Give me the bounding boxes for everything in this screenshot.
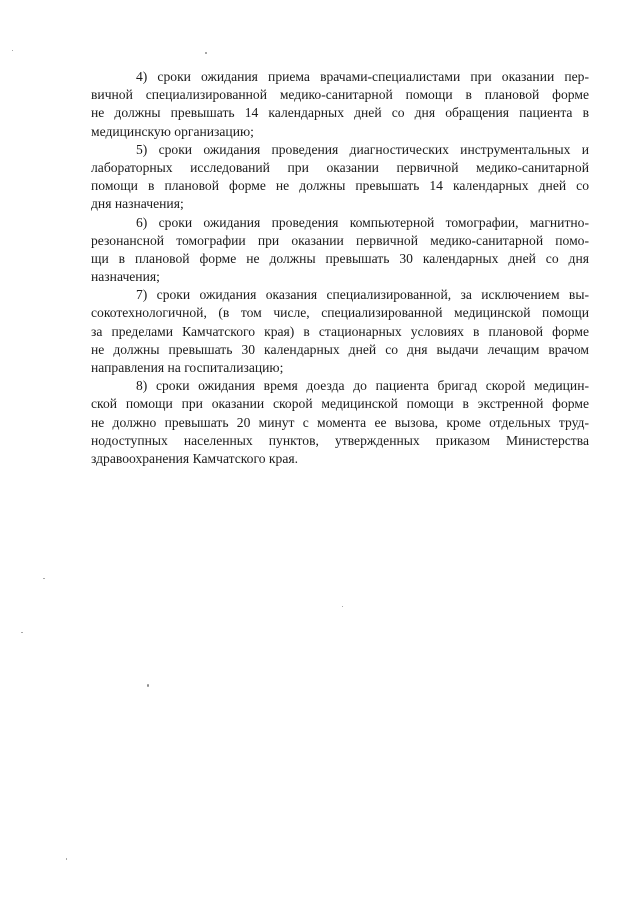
- document-body: [91, 68, 589, 468]
- paragraph-line: вичной специализированной медико-санитарной помощи в плановой форме: [91, 87, 589, 103]
- paragraph-line: не должно превышать 20 минут с момента ее вызова, кроме отдельных труд-: [91, 414, 589, 430]
- paragraph-line: ской помощи при оказании скорой медицинской помощи в экстренной форме: [91, 396, 589, 412]
- paragraph-line: 8) сроки ожидания время доезда до пациента бригад скорой медицин-: [136, 378, 589, 394]
- paragraph-line: за пределами Камчатского края) в стационарных условиях в плановой форме: [91, 323, 589, 339]
- paragraph-line: 7) сроки ожидания оказания специализированной, за исключением вы-: [136, 287, 589, 303]
- paragraph-line: 5) сроки ожидания проведения диагностических инструментальных и: [136, 141, 589, 157]
- scan-speck: [12, 50, 13, 51]
- scan-speck: [147, 684, 149, 687]
- scan-speck: [66, 858, 67, 860]
- scan-speck: [205, 52, 207, 54]
- scan-speck: [43, 578, 45, 579]
- paragraph-line: направления на госпитализацию;: [91, 360, 284, 375]
- paragraph-line: дня назначения;: [91, 196, 184, 212]
- paragraph-line: лабораторных исследований при оказании первичной медико-санитарной: [91, 159, 589, 175]
- paragraph-line: медицинскую организацию;: [91, 123, 254, 139]
- paragraph-line: сокотехнологичной, (в том числе, специализированной медицинской помощи: [91, 305, 589, 321]
- paragraph-line: не должны превышать 14 календарных дней со дня обращения пациента в: [91, 105, 589, 121]
- scan-speck: [21, 632, 23, 633]
- paragraph-line: назначения;: [91, 269, 160, 285]
- paragraph: [91, 214, 589, 287]
- paragraph: [91, 377, 589, 468]
- paragraph-line: резонансной томографии при оказании первичной медико-санитарной помо-: [91, 232, 589, 248]
- paragraph-line: здравоохранения Камчатского края.: [91, 450, 298, 466]
- paragraph: [91, 68, 589, 141]
- paragraph: [91, 141, 589, 214]
- paragraph-line: щи в плановой форме не должны превышать 30 календарных дней со дня: [91, 250, 589, 266]
- paragraph-line: помощи в плановой форме не должны превышать 14 календарных дней со: [91, 178, 589, 194]
- paragraph-line: 6) сроки ожидания проведения компьютерной томографии, магнитно-: [136, 214, 589, 230]
- scan-speck: [342, 606, 343, 607]
- paragraph: [91, 286, 589, 377]
- paragraph-line: 4) сроки ожидания приема врачами-специалистами при оказании пер-: [136, 69, 589, 84]
- paragraph-line: не должны превышать 30 календарных дней со дня выдачи лечащим врачом: [91, 341, 589, 357]
- paragraph-line: нодоступных населенных пунктов, утвержденных приказом Министерства: [91, 432, 589, 448]
